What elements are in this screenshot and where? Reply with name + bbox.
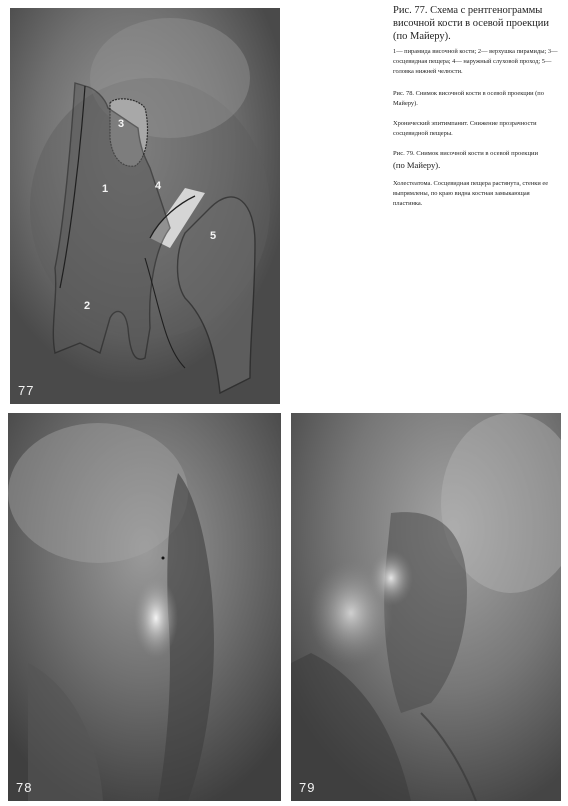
figure-77-radiograph-schema xyxy=(10,8,280,404)
label-3: 3 xyxy=(118,118,125,130)
captions-column xyxy=(393,4,558,219)
figure-79-number: 79 xyxy=(299,780,316,795)
fig79-caption-description: Холестеатома. Сосцевидная пещера растянута, стенки ее выпрямлены, по краю видна костная замыкающая пластинка. xyxy=(393,180,549,207)
fig79-caption-title-b: (по Майеру). xyxy=(393,160,441,170)
fig78-caption-title: Рис. 78. Снимок височной кости в осевой проекции (по Майеру). xyxy=(393,90,544,107)
fig79-caption-title-a: Рис. 79. Снимок височной кости в осевой проекции xyxy=(393,150,539,157)
label-4: 4 xyxy=(155,180,162,192)
label-2: 2 xyxy=(84,300,91,312)
figure-77-number: 77 xyxy=(18,383,35,398)
figure-78-number: 78 xyxy=(16,780,33,795)
figure-77-image xyxy=(10,8,280,404)
fig77-caption-title: Рис. 77. Схема с рентгенограммы височной кости в осевой проекции (по Майеру). xyxy=(393,5,549,42)
figure-79-image xyxy=(291,413,561,801)
figure-78-radiograph xyxy=(8,413,281,801)
fig78-caption-description: Хронический эпитимпанит. Снижение прозрачности сосцевидной пещеры. xyxy=(393,120,537,137)
figure-79-radiograph xyxy=(291,413,561,801)
label-5: 5 xyxy=(210,230,217,242)
label-1: 1 xyxy=(102,183,109,195)
fig77-caption-legend: 1— пирамида височной кости; 2— верхушка пирамиды; 3— сосцевидная пещера; 4— наружный слуховой проход; 5— головка нижней челюсти. xyxy=(393,48,558,75)
figure-78-image xyxy=(8,413,281,801)
